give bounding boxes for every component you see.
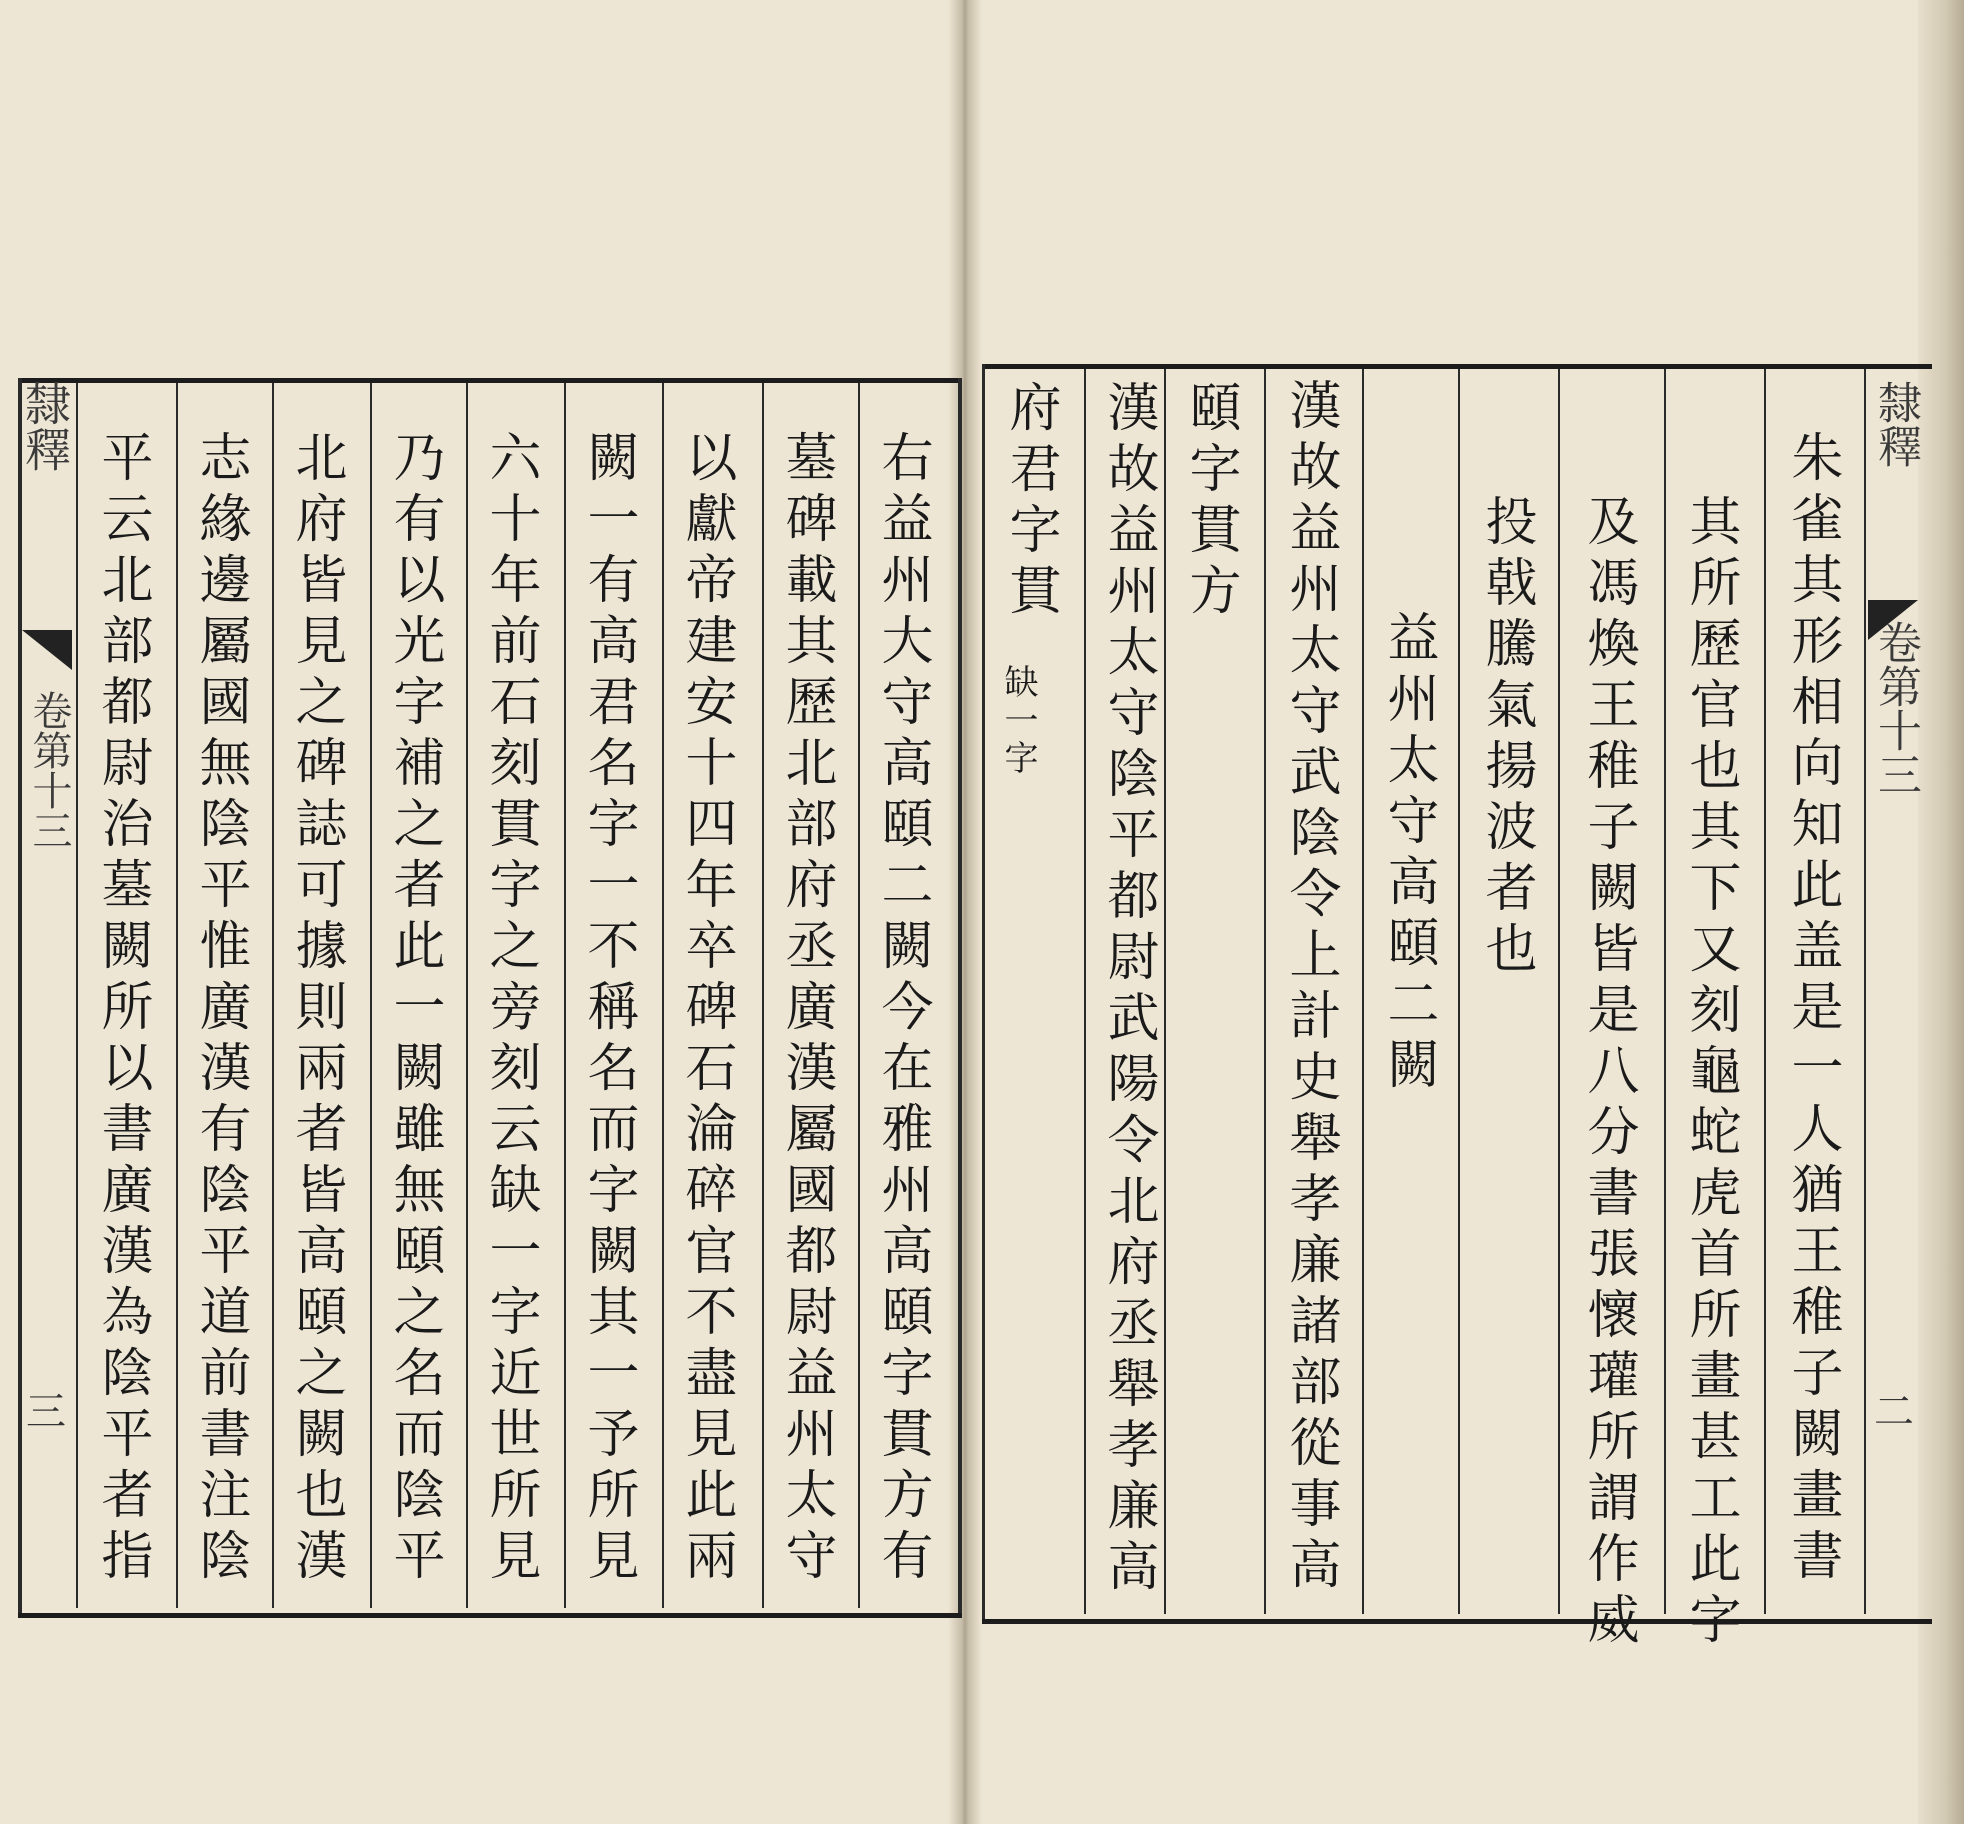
- left-column-rule: [272, 383, 274, 1608]
- left-column-rule: [762, 383, 764, 1608]
- left-frame-outer-rule: [18, 378, 22, 1613]
- text-column: 及馮煥王稚子闕皆是八分書張懷瓘所謂作威: [1578, 494, 1638, 1653]
- text-column: 墓碑載其歷北部府丞廣漢屬國都尉益州太守: [776, 430, 836, 1589]
- right-leaf-number: 二: [1874, 1389, 1914, 1435]
- left-margin-title: 隸釋: [18, 380, 72, 472]
- text-column: 志緣邊屬國無陰平惟廣漢有陰平道前書注陰: [190, 430, 250, 1589]
- left-column-rule: [370, 383, 372, 1608]
- right-column-rule: [1558, 369, 1560, 1614]
- left-column-rule: [176, 383, 178, 1608]
- text-column: 頤字貫方: [1180, 380, 1240, 624]
- right-column-rule: [1764, 369, 1766, 1614]
- text-column: 以獻帝建安十四年卒碑石淪碎官不盡見此兩: [676, 430, 736, 1589]
- text-column: 府君字貫: [1000, 380, 1060, 624]
- right-column-rule: [1084, 369, 1086, 1614]
- text-column: 漢故益州太守武陰令上計史舉孝廉諸部從事高: [1280, 378, 1340, 1598]
- text-column: 六十年前石刻貫字之旁刻云缺一字近世所見: [480, 430, 540, 1589]
- left-column-rule: [662, 383, 664, 1608]
- left-column-rule: [858, 383, 860, 1608]
- right-column-rule: [1664, 369, 1666, 1614]
- interlinear-note: 缺一字: [998, 664, 1038, 778]
- text-column-heading: 益州太守高頤二闕: [1378, 610, 1438, 1098]
- text-column: 右益州大守高頤二闕今在雅州高頤字貫方有: [872, 430, 932, 1589]
- text-column: 其所歷官也其下又刻龜蛇虎首所畫甚工此字: [1680, 494, 1740, 1653]
- text-column: 投戟騰氣揚波者也: [1476, 494, 1536, 982]
- left-frame-inner-rule: [958, 378, 962, 1613]
- left-column-rule: [466, 383, 468, 1608]
- right-column-rule: [1458, 369, 1460, 1614]
- text-column: 朱雀其形相向知此盖是一人猶王稚子闕畫書: [1782, 430, 1842, 1589]
- text-column: 北府皆見之碑誌可據則兩者皆高頤之闕也漢: [286, 430, 346, 1589]
- right-column-rule: [1362, 369, 1364, 1614]
- fishtail-mark: [22, 630, 72, 670]
- right-margin-volume: 卷第十三: [1870, 620, 1921, 796]
- left-leaf-number: 三: [26, 1389, 66, 1435]
- right-column-rule: [1164, 369, 1166, 1614]
- right-margin-title: 隸釋: [1870, 380, 1921, 468]
- text-column: 平云北部都尉治墓闕所以書廣漢為陰平者指: [92, 430, 152, 1589]
- left-column-rule: [76, 383, 78, 1608]
- right-column-rule: [1864, 369, 1866, 1614]
- text-column: 乃有以光字補之者此一闕雖無頤之名而陰平: [384, 430, 444, 1589]
- text-column: 闕一有高君名字一不稱名而字闕其一予所見: [578, 430, 638, 1589]
- left-column-rule: [564, 383, 566, 1608]
- right-frame-inner-rule: [982, 364, 985, 1619]
- right-column-rule: [1264, 369, 1266, 1614]
- text-column: 漢故益州太守陰平都尉武陽令北府丞舉孝廉高: [1098, 380, 1158, 1600]
- left-margin-volume: 卷第十三: [26, 690, 72, 850]
